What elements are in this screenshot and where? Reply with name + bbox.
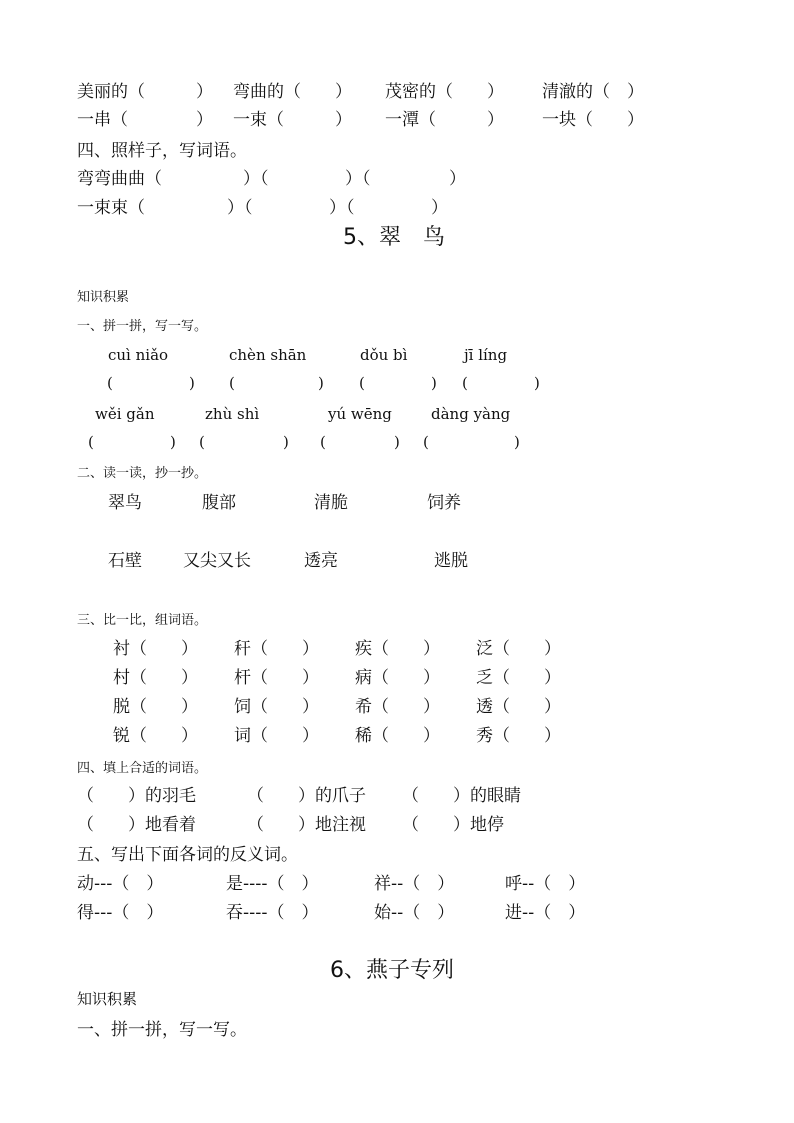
compare-item: 锐（ ） (113, 726, 198, 746)
compare-item: 词（ ） (234, 726, 319, 746)
bracket: ) (431, 374, 437, 392)
bracket: ) (534, 374, 540, 392)
compare-item: 乏（ ） (476, 668, 561, 688)
bracket: ( (199, 433, 205, 451)
fill-item: （ ）地停 (402, 815, 504, 835)
pattern-item: ）（ (329, 198, 355, 218)
vocab-word: 清脆 (314, 493, 348, 513)
fill-item: （ ）的爪子 (247, 786, 366, 806)
vocab-word: 逃脱 (434, 551, 468, 571)
bracket: ) (283, 433, 289, 451)
vocab-word: 翠鸟 (108, 493, 142, 513)
question-heading: 一、拼一拼，写一写。 (77, 319, 208, 334)
fill-item: （ ）地看着 (77, 815, 196, 835)
compare-item: 秆（ ） (234, 639, 319, 659)
bracket: ( (229, 374, 235, 392)
bracket: ) (189, 374, 195, 392)
pinyin: dǒu bì (360, 346, 408, 364)
compare-item: 村（ ） (113, 668, 198, 688)
bracket: ( (462, 374, 468, 392)
pinyin: jī líng (464, 346, 508, 364)
question-heading: 一、拼一拼，写一写。 (77, 1020, 247, 1040)
bracket: ( (320, 433, 326, 451)
vocab-word: 石壁 (108, 551, 142, 571)
phrase-item: 一潭（ ） (385, 110, 504, 130)
pinyin: zhù shì (205, 405, 260, 423)
vocab-word: 又尖又长 (183, 551, 251, 571)
lesson-title: 5、翠 鸟 (343, 225, 445, 250)
compare-item: 脱（ ） (113, 697, 198, 717)
pattern-item: ）（ (345, 169, 371, 189)
bracket: ( (107, 374, 113, 392)
compare-item: 衬（ ） (113, 639, 198, 659)
compare-item: 杆（ ） (234, 668, 319, 688)
pattern-item: 弯弯曲曲（ (77, 169, 162, 189)
fill-item: （ ）的羽毛 (77, 786, 196, 806)
pattern-item: ）（ (227, 198, 253, 218)
antonym-item: 动---（ ） (77, 874, 164, 894)
antonym-item: 呼--（ ） (505, 874, 586, 894)
question-heading: 三、比一比，组词语。 (77, 613, 208, 628)
pattern-item: ） (449, 169, 466, 189)
antonym-item: 祥--（ ） (374, 874, 455, 894)
phrase-item: 美丽的（ ） (77, 82, 213, 102)
phrase-item: 茂密的（ ） (385, 82, 504, 102)
section-heading: 四、照样子，写词语。 (77, 141, 247, 161)
antonym-item: 得---（ ） (77, 903, 164, 923)
section-label: 知识积累 (77, 990, 138, 1008)
compare-item: 疾（ ） (355, 639, 440, 659)
phrase-item: 一块（ ） (542, 110, 644, 130)
pinyin: dàng yàng (431, 405, 511, 423)
pattern-item: ） (431, 198, 448, 218)
antonym-item: 始--（ ） (374, 903, 455, 923)
vocab-word: 腹部 (202, 493, 236, 513)
bracket: ( (359, 374, 365, 392)
question-heading: 五、写出下面各词的反义词。 (77, 845, 298, 865)
pattern-item: ）（ (243, 169, 269, 189)
compare-item: 秀（ ） (476, 726, 561, 746)
antonym-item: 是----（ ） (226, 874, 319, 894)
compare-item: 希（ ） (355, 697, 440, 717)
pinyin: chèn shān (229, 346, 307, 364)
bracket: ) (170, 433, 176, 451)
bracket: ) (394, 433, 400, 451)
pinyin: cuì niǎo (108, 346, 169, 364)
bracket: ( (88, 433, 94, 451)
question-heading: 四、填上合适的词语。 (77, 761, 208, 776)
phrase-item: 一串（ ） (77, 110, 213, 130)
bracket: ) (514, 433, 520, 451)
compare-item: 泛（ ） (476, 639, 561, 659)
bracket: ) (318, 374, 324, 392)
compare-item: 稀（ ） (355, 726, 440, 746)
fill-item: （ ）地注视 (247, 815, 366, 835)
fill-item: （ ）的眼睛 (402, 786, 521, 806)
phrase-item: 弯曲的（ ） (233, 82, 352, 102)
vocab-word: 饲养 (427, 493, 461, 513)
compare-item: 透（ ） (476, 697, 561, 717)
antonym-item: 吞----（ ） (226, 903, 319, 923)
question-heading: 二、读一读，抄一抄。 (77, 466, 208, 481)
pattern-item: 一束束（ (77, 198, 145, 218)
section-label: 知识积累 (77, 290, 130, 305)
compare-item: 病（ ） (355, 668, 440, 688)
pinyin: yú wēng (328, 405, 392, 423)
antonym-item: 进--（ ） (505, 903, 586, 923)
phrase-item: 清澈的（ ） (542, 82, 644, 102)
vocab-word: 透亮 (304, 551, 338, 571)
pinyin: wěi gǎn (95, 405, 155, 423)
lesson-title: 6、燕子专列 (330, 958, 454, 983)
compare-item: 饲（ ） (234, 697, 319, 717)
bracket: ( (423, 433, 429, 451)
phrase-item: 一束（ ） (233, 110, 352, 130)
